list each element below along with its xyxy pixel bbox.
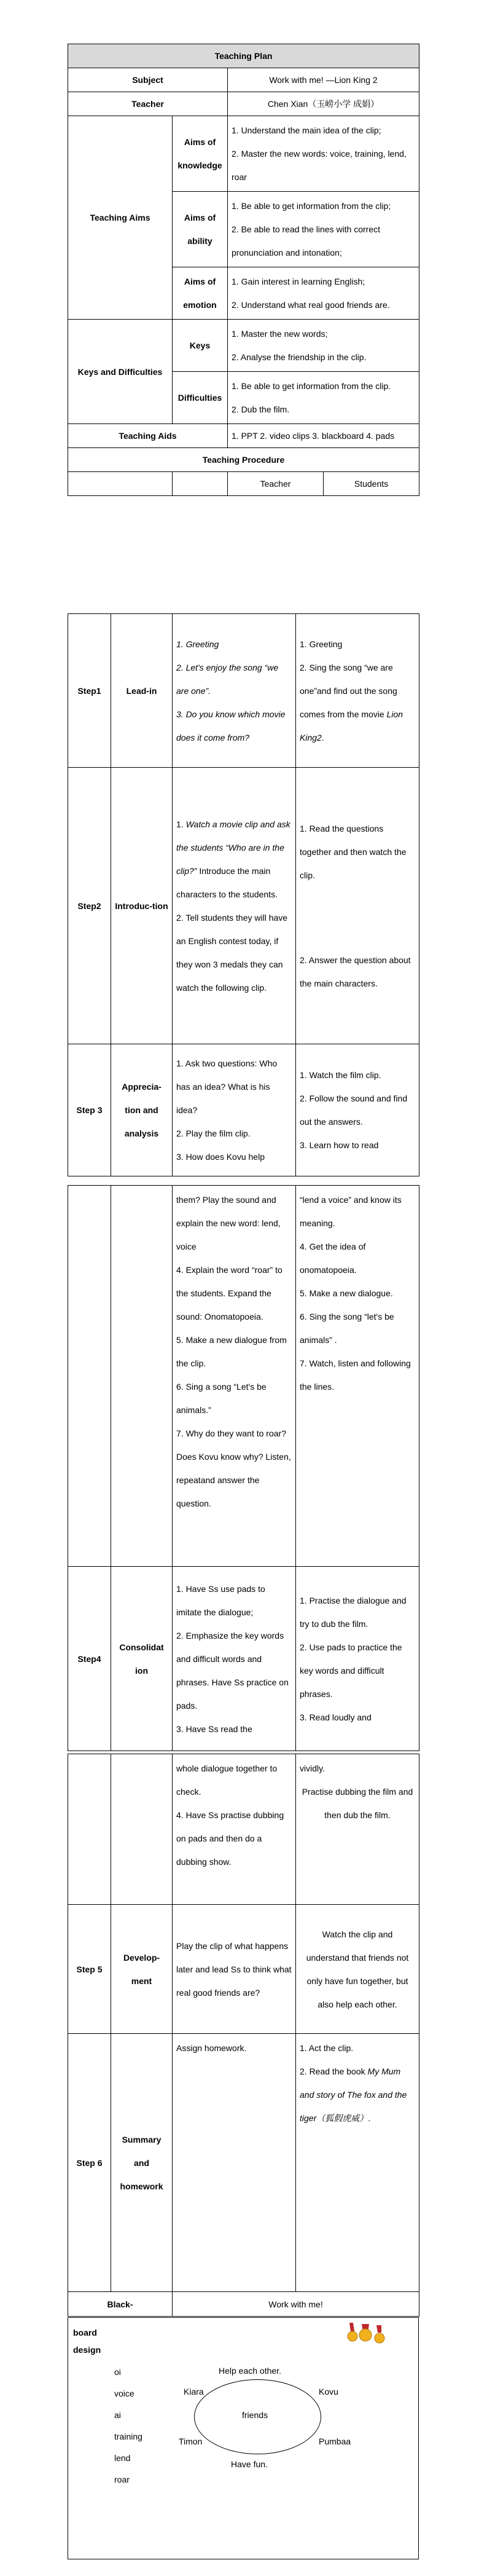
blackboard-design <box>68 2317 419 2559</box>
plan-table-part1 <box>68 44 419 496</box>
step2-teacher-1-rest: Introduce the main characters to the students. <box>176 865 278 899</box>
col-students: Students <box>324 472 419 496</box>
aims-knowledge-label: Aims of knowledge <box>173 116 228 192</box>
step1-teacher <box>173 614 296 768</box>
aims-ability-1: 1. Be able to get information from the clip; <box>232 201 391 211</box>
spacer <box>300 887 415 948</box>
board-word-lend: lend <box>114 2453 131 2463</box>
blank-cell <box>111 1186 173 1567</box>
blank-cell <box>173 472 228 496</box>
board-friends: friends <box>242 2410 268 2420</box>
step5-students: Watch the clip and understand that friends not only have fun together, but also help each other. <box>296 1905 419 2034</box>
step1-student-2-text: 2. Sing the song “we are one”and find out the song comes from the movie <box>300 662 397 719</box>
step3b-student-2: 4. Get the idea of onomatopoeia. <box>300 1242 366 1275</box>
step2-teacher <box>173 768 296 1044</box>
board-word-voice: voice <box>114 2389 134 2398</box>
step6-student-2 <box>300 2060 415 2130</box>
board-timon: Timon <box>179 2436 203 2446</box>
step4-student-2: 2. Use pads to practice the key words and difficult phrases. <box>300 1642 402 1699</box>
step2-teacher-1-italic: Watch a movie clip and ask the students “Who are in the clip?” <box>176 819 290 876</box>
plan-title: Teaching Plan <box>68 44 419 68</box>
teaching-aims-label: Teaching Aims <box>68 116 173 320</box>
step4-student-3: 3. Read loudly and <box>300 1712 372 1722</box>
step1-students <box>296 614 419 768</box>
teacher-label: Teacher <box>68 92 228 116</box>
aims-emotion-2: 2. Understand what real good friends are. <box>232 300 390 310</box>
keys-difficulties-label: Keys and Difficulties <box>68 320 173 424</box>
step6-student-2-end: . <box>368 2113 371 2123</box>
step3b-teacher-1: them? Play the sound and explain the new word: lend, voice <box>176 1195 281 1251</box>
step4-teacher <box>173 1567 296 1751</box>
step6-student-2-text: 2. Read the book <box>300 2066 368 2076</box>
step5-name: Develop-ment <box>111 1905 173 2034</box>
procedure-table-a <box>68 613 419 1176</box>
aims-emotion-1: 1. Gain interest in learning English; <box>232 277 365 286</box>
step4b-teacher-2: 4. Have Ss practise dubbing on pads and then do a dubbing show. <box>176 1810 284 1867</box>
procedure-table-b <box>68 1185 419 1751</box>
step1-student-2-end: . <box>321 732 324 742</box>
step3-teacher-cont <box>173 1186 296 1567</box>
step3-students-cont <box>296 1186 419 1567</box>
step1-teacher-3: 3. Do you know which movie does it come from? <box>176 709 286 742</box>
aims-ability-2: 2. Be able to read the lines with correct pronunciation and intonation; <box>232 224 381 258</box>
step1-student-2-title: Lion King2 <box>300 709 403 742</box>
step4b-student-1: vividly. <box>300 1763 325 1773</box>
aims-ability <box>228 192 419 267</box>
blank-cell <box>111 1754 173 1905</box>
difficulty-2: 2. Dub the film. <box>232 404 290 414</box>
subject-label: Subject <box>68 68 228 92</box>
step5-label: Step 5 <box>68 1905 111 2034</box>
aims-emotion <box>228 267 419 320</box>
step2-name: Introduc-tion <box>111 768 173 1044</box>
keys-1: 1. Master the new words; <box>232 329 328 339</box>
step3-teacher-2: 2. Play the film clip. <box>176 1128 251 1138</box>
board-word-ai: ai <box>114 2410 121 2420</box>
step4b-teacher-1: whole dialogue together to check. <box>176 1763 278 1797</box>
step3-student-2: 2. Follow the sound and find out the answers. <box>300 1093 408 1127</box>
medals-icon <box>345 2323 388 2350</box>
step6-student-1: 1. Act the clip. <box>300 2043 354 2053</box>
medal-icon <box>375 2325 384 2343</box>
step4-name: Consolidat ion <box>111 1567 173 1751</box>
step2-teacher-1-num: 1. <box>176 819 186 829</box>
step4b-student-2: Practise dubbing the film and then dub the film. <box>302 1787 413 1820</box>
step3-label: Step 3 <box>68 1044 111 1176</box>
step1-student-2 <box>300 656 415 749</box>
aims-knowledge <box>228 116 419 192</box>
step4-teacher-3: 3. Have Ss read the <box>176 1723 252 1734</box>
aims-ability-label: Aims of ability <box>173 192 228 267</box>
board-kiara: Kiara <box>184 2387 204 2397</box>
teaching-aids-label: Teaching Aids <box>68 424 228 448</box>
blackboard-label-bottom: board design <box>73 2328 101 2355</box>
step1-name: Lead-in <box>111 614 173 768</box>
step3-name: Apprecia-tion and analysis <box>111 1044 173 1176</box>
difficulty-1: 1. Be able to get information from the clip. <box>232 381 391 391</box>
blank-cell <box>68 1754 111 1905</box>
aims-emotion-label: Aims of emotion <box>173 267 228 320</box>
step3b-teacher-5: 7. Why do they want to roar? Does Kovu know why? Listen, repeatand answer the question. <box>176 1428 291 1508</box>
step3b-student-3: 5. Make a new dialogue. <box>300 1288 393 1298</box>
teacher-value: Chen Xian（玉崂小学 成娟） <box>228 92 419 116</box>
step6-student-2-book: My Mum and story of The fox and the tiger（狐假虎威） <box>300 2066 407 2123</box>
blackboard-title: Work with me! <box>173 2292 419 2317</box>
col-teacher: Teacher <box>228 472 324 496</box>
difficulties-label: Difficulties <box>173 372 228 424</box>
step4-students <box>296 1567 419 1751</box>
step3-teacher-3: 3. How does Kovu help <box>176 1152 265 1162</box>
step3-teacher-1: 1. Ask two questions: Who has an idea? What is his idea? <box>176 1058 278 1115</box>
step2-label: Step2 <box>68 768 111 1044</box>
step3b-teacher-2: 4. Explain the word “roar” to the students. Expand the sound: Onomatopoeia. <box>176 1265 282 1321</box>
step6-label: Step 6 <box>68 2034 111 2292</box>
step3b-teacher-4: 6. Sing a song “Let's be animals.” <box>176 1382 267 1415</box>
board-word-oi: oi <box>114 2367 121 2377</box>
teaching-procedure-label: Teaching Procedure <box>68 448 419 472</box>
step3b-student-4: 6. Sing the song “let's be animals” . <box>300 1312 394 1345</box>
step4-student-1: 1. Practise the dialogue and try to dub the film. <box>300 1595 407 1629</box>
board-kovu: Kovu <box>319 2387 338 2397</box>
step3b-teacher-3: 5. Make a new dialogue from the clip. <box>176 1335 287 1368</box>
step6-name: Summary and homework <box>111 2034 173 2292</box>
board-pumbaa: Pumbaa <box>319 2436 351 2446</box>
step2-teacher-1 <box>176 813 292 906</box>
aims-knowledge-1: 1. Understand the main idea of the clip; <box>232 125 381 135</box>
step3b-student-5: 7. Watch, listen and following the lines. <box>300 1358 411 1392</box>
board-word-roar: roar <box>114 2475 130 2484</box>
step2-student-2: 2. Answer the question about the main characters. <box>300 955 411 988</box>
procedure-table-c <box>68 1754 419 2317</box>
board-have-fun: Have fun. <box>231 2459 268 2469</box>
board-help-each-other: Help each other. <box>219 2366 281 2376</box>
step6-students <box>296 2034 419 2292</box>
keys-label: Keys <box>173 320 228 372</box>
step4-label: Step4 <box>68 1567 111 1751</box>
blank-cell <box>68 1186 111 1567</box>
difficulties-content <box>228 372 419 424</box>
step4-teacher-cont <box>173 1754 296 1905</box>
step1-student-1: 1. Greeting <box>300 639 343 649</box>
step4-teacher-2: 2. Emphasize the key words and difficult words and phrases. Have Ss practice on pads. <box>176 1630 289 1711</box>
step3-student-1: 1. Watch the film clip. <box>300 1070 381 1080</box>
medal-icon <box>348 2323 357 2341</box>
teaching-aids-value: 1. PPT 2. video clips 3. blackboard 4. pads <box>228 424 419 448</box>
step4-students-cont <box>296 1754 419 1905</box>
step2-teacher-2: 2. Tell students they will have an English contest today, if they won 3 medals they can watch the following clip. <box>176 912 288 993</box>
step1-teacher-2: 2. Let's enjoy the song “we are one”. <box>176 662 279 696</box>
keys-2: 2. Analyse the friendship in the clip. <box>232 352 367 362</box>
blank-cell <box>68 472 173 496</box>
step5-teacher: Play the clip of what happens later and lead Ss to think what real good friends are? <box>173 1905 296 2034</box>
subject-value: Work with me! —Lion King 2 <box>228 68 419 92</box>
step1-label: Step1 <box>68 614 111 768</box>
board-word-training: training <box>114 2432 142 2441</box>
step3-teacher <box>173 1044 296 1176</box>
step3b-student-1: “lend a voice” and know its meaning. <box>300 1195 402 1228</box>
step4-teacher-1: 1. Have Ss use pads to imitate the dialogue; <box>176 1583 265 1617</box>
aims-knowledge-2: 2. Master the new words: voice, training, lend, roar <box>232 149 407 182</box>
step1-teacher-1: 1. Greeting <box>176 639 219 649</box>
step6-teacher: Assign homework. <box>173 2034 296 2292</box>
blackboard-label-top: Black- <box>68 2292 173 2317</box>
medal-icon <box>359 2324 372 2341</box>
step3-student-3: 3. Learn how to read <box>300 1140 379 1150</box>
step2-student-1: 1. Read the questions together and then watch the clip. <box>300 823 407 880</box>
step2-students <box>296 768 419 1044</box>
step3-students <box>296 1044 419 1176</box>
keys-content <box>228 320 419 372</box>
